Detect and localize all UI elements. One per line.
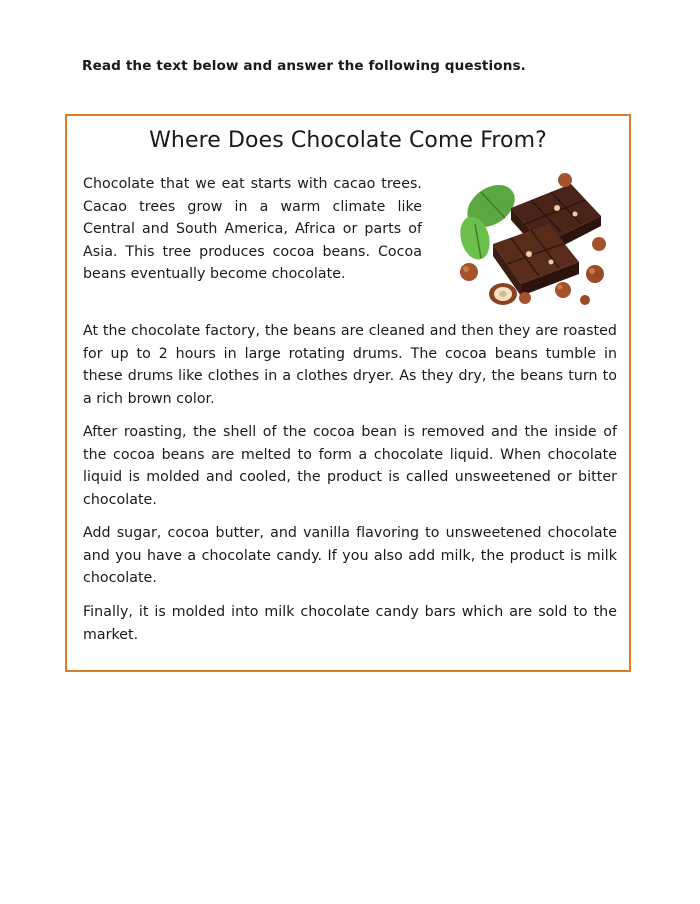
passage-title: Where Does Chocolate Come From? — [149, 128, 547, 153]
passage-paragraph-4: Add sugar, cocoa butter, and vanilla flavoring to unsweetened chocolate and you have a chocolate candy. If you also add milk, the product is milk chocolate. — [83, 525, 617, 587]
passage-paragraph-2: At the chocolate factory, the beans are cleaned and then they are roasted for up to 2 hours in large rotating drums. The cocoa beans tumble in these drums like clothes in a clothes dryer. As they dry, the beans turn to a rich brown color. — [83, 323, 617, 407]
passage-paragraph-3: After roasting, the shell of the cocoa bean is removed and the inside of the cocoa beans are melted to form a chocolate liquid. When chocolate liquid is molded and cooled, the product is called unsweetened or bitter chocolate. — [83, 424, 617, 508]
chocolate-hazelnut-illustration-icon — [453, 166, 617, 308]
passage-paragraph-1: Chocolate that we eat starts with cacao trees. Cacao trees grow in a warm climate like Central and South America, Africa or parts of Asia. This tree produces cocoa beans. Cocoa beans eventually become chocolate. — [83, 176, 422, 283]
reading-passage-box — [65, 114, 631, 672]
passage-paragraph-5: Finally, it is molded into milk chocolate candy bars which are sold to the market. — [83, 604, 617, 643]
instruction-text: Read the text below and answer the following questions. — [82, 58, 526, 74]
